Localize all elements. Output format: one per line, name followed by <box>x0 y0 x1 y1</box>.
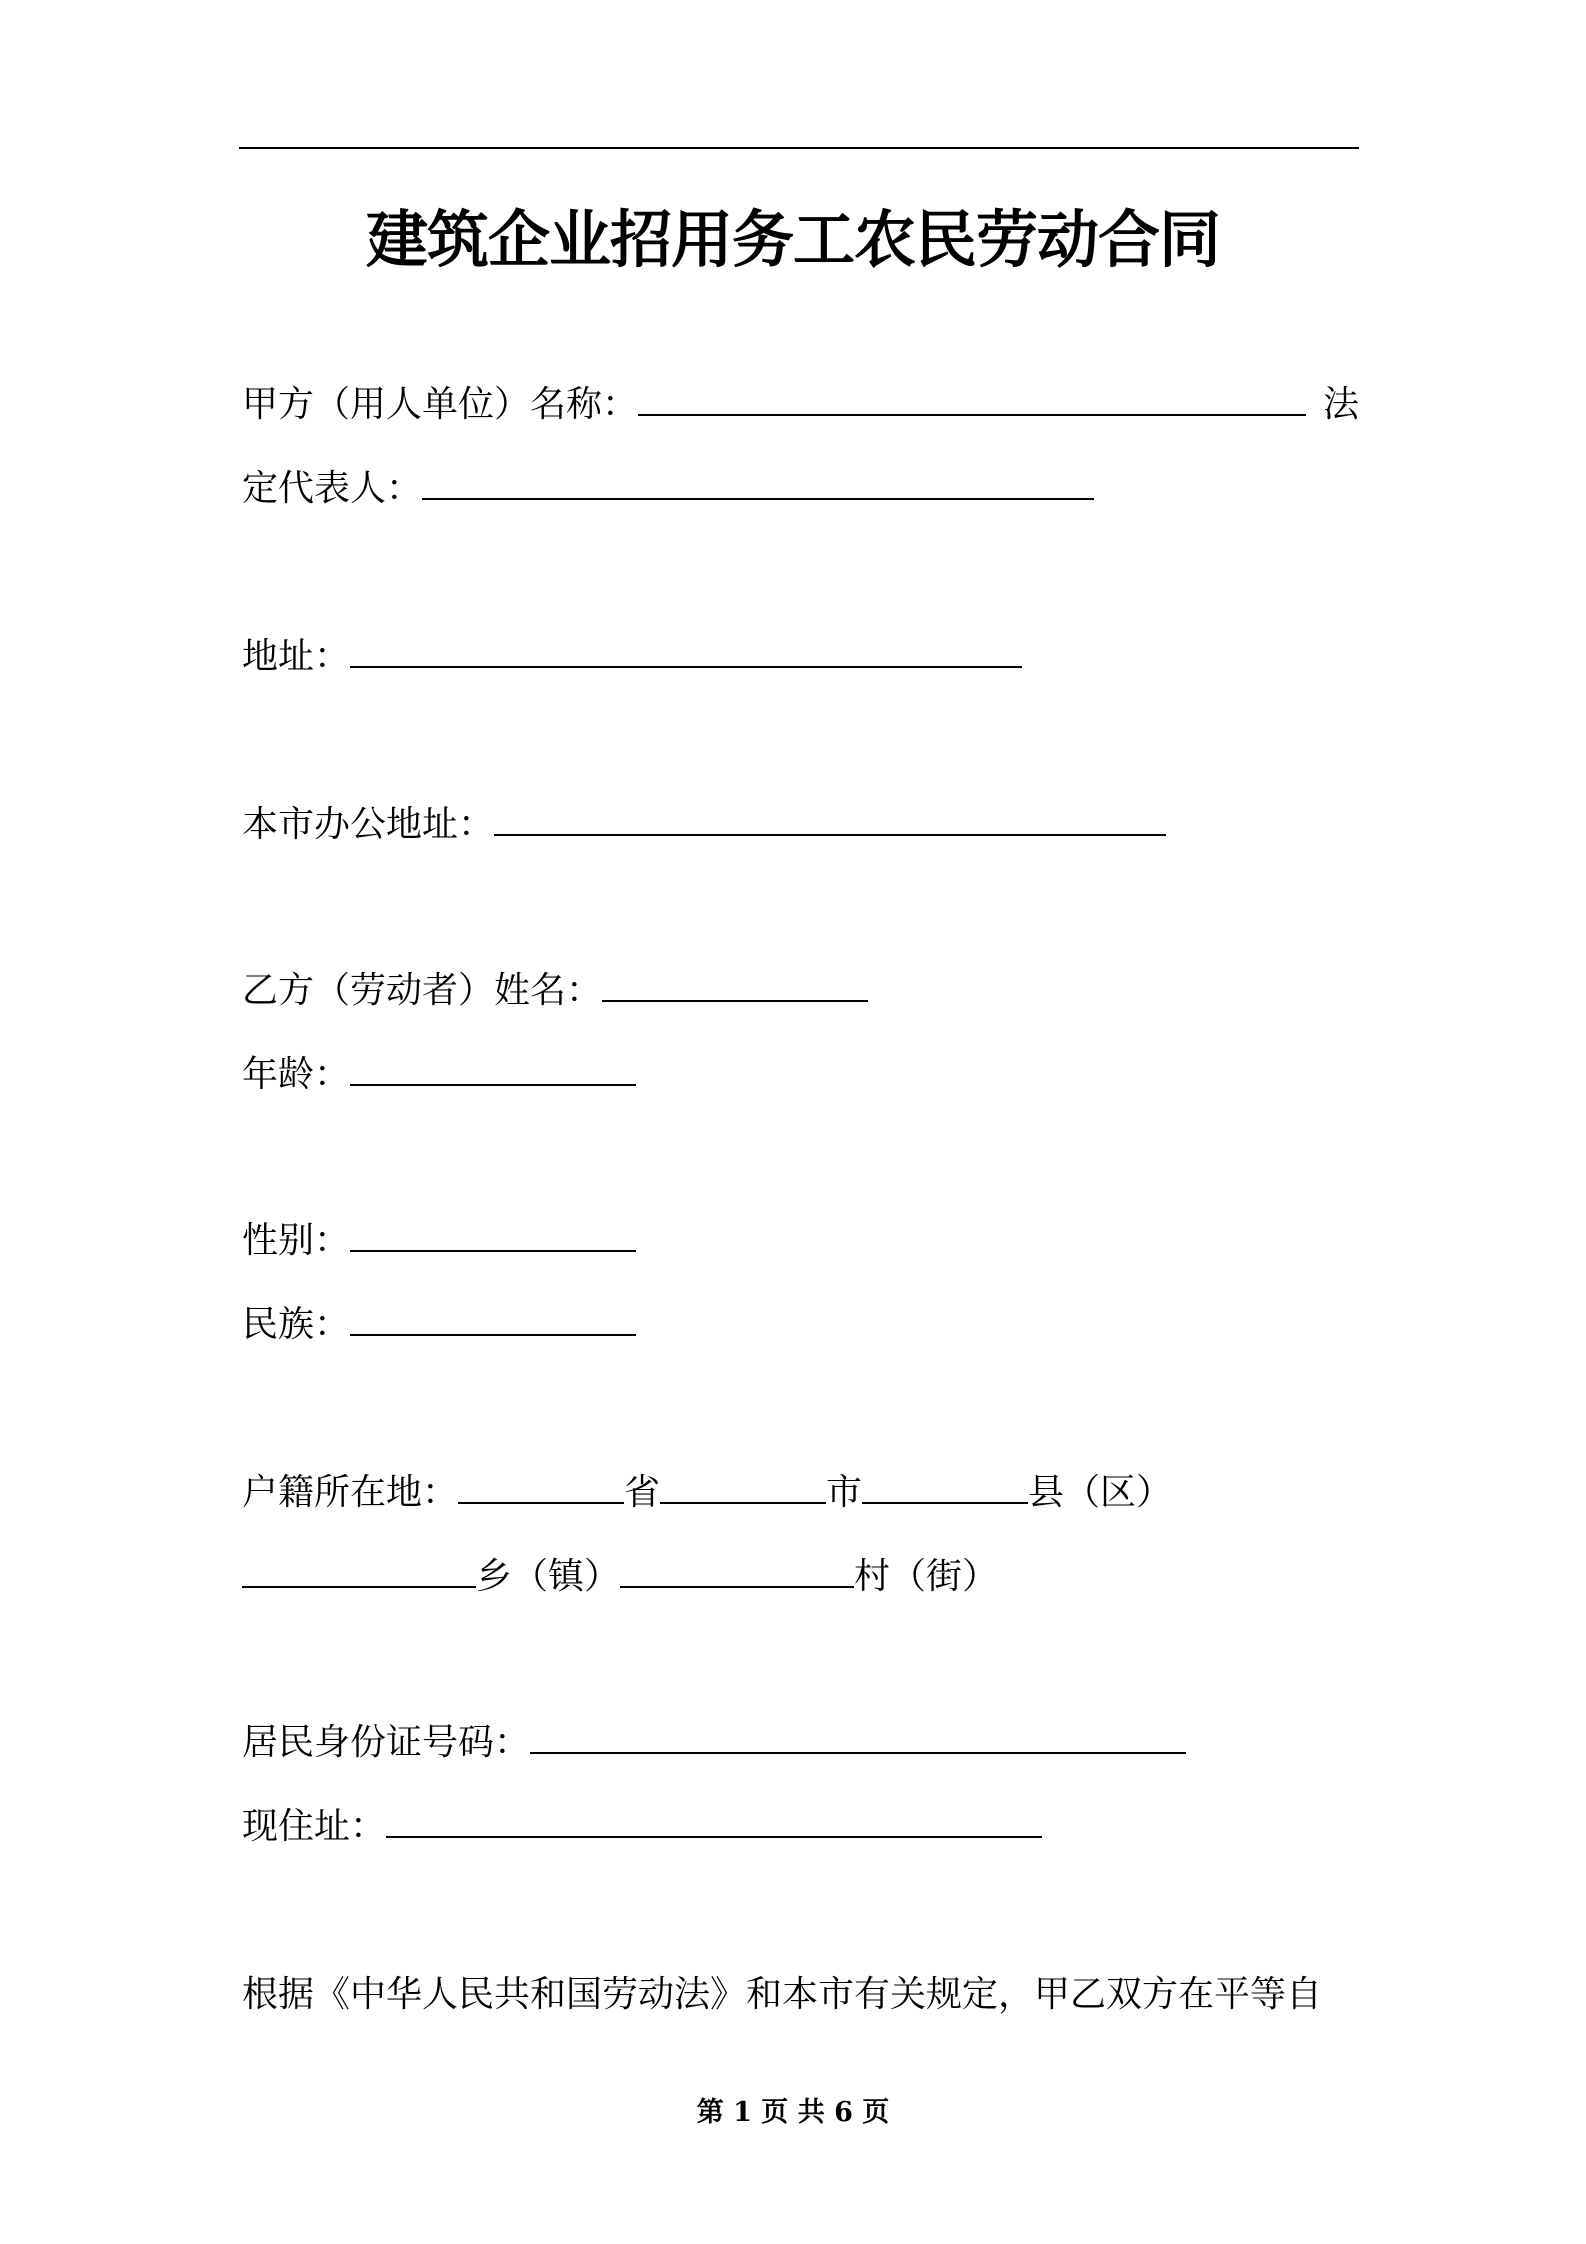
party-a-address-label: 地址： <box>242 636 351 677</box>
party-a-legal-fragment: 法 <box>1322 384 1359 425</box>
party-a-name-label: 甲方（用人单位）名称： <box>242 384 639 425</box>
party-b-age-label: 年龄： <box>242 1054 351 1095</box>
party-b-id-field[interactable] <box>530 1718 1186 1754</box>
province-label: 省 <box>624 1472 661 1513</box>
header-rule <box>239 147 1359 149</box>
party-a-office-label: 本市办公地址： <box>242 804 495 845</box>
party-b-name-field[interactable] <box>602 966 868 1002</box>
party-a-office-line <box>242 800 1166 850</box>
party-b-hukou-label: 户籍所在地： <box>242 1472 459 1513</box>
party-b-ethnicity-field[interactable] <box>350 1300 636 1336</box>
body-paragraph: 根据《中华人民共和国劳动法》和本市有关规定，甲乙双方在平等自 <box>242 1974 1323 2015</box>
hukou-county-field[interactable] <box>862 1468 1028 1504</box>
party-b-hukou-line-2 <box>242 1552 998 1602</box>
hukou-township-field[interactable] <box>242 1552 476 1588</box>
party-a-rep-line <box>242 464 1094 514</box>
party-b-ethnicity-label: 民族： <box>242 1304 351 1345</box>
party-b-current-address-field[interactable] <box>386 1802 1042 1838</box>
party-a-name-line <box>242 380 1306 430</box>
village-label: 村（街） <box>854 1556 999 1597</box>
party-a-address-line <box>242 632 1022 682</box>
party-a-office-field[interactable] <box>494 800 1166 836</box>
party-b-id-line <box>242 1718 1186 1768</box>
party-b-name-line <box>242 966 868 1016</box>
party-b-gender-label: 性别： <box>242 1220 351 1261</box>
document-title: 建筑企业招用务工农民劳动合同 <box>365 203 1220 276</box>
party-b-age-line <box>242 1050 636 1100</box>
party-a-rep-field[interactable] <box>422 464 1094 500</box>
party-b-hukou-line <box>242 1468 1172 1518</box>
page-number: 第 1 页 共 6 页 <box>696 2097 890 2128</box>
party-b-gender-field[interactable] <box>350 1216 636 1252</box>
party-b-gender-line <box>242 1216 636 1266</box>
party-a-rep-label: 定代表人： <box>242 468 423 509</box>
hukou-province-field[interactable] <box>458 1468 624 1504</box>
city-label: 市 <box>826 1472 863 1513</box>
party-b-id-label: 居民身份证号码： <box>242 1722 531 1763</box>
hukou-village-field[interactable] <box>620 1552 854 1588</box>
party-b-current-address-line <box>242 1802 1042 1852</box>
party-b-age-field[interactable] <box>350 1050 636 1086</box>
party-b-ethnicity-line <box>242 1300 636 1350</box>
county-label: 县（区） <box>1028 1472 1173 1513</box>
party-a-address-field[interactable] <box>350 632 1022 668</box>
party-b-current-address-label: 现住址： <box>242 1806 387 1847</box>
party-b-name-label: 乙方（劳动者）姓名： <box>242 970 603 1011</box>
township-label: 乡（镇） <box>476 1556 621 1597</box>
hukou-city-field[interactable] <box>660 1468 826 1504</box>
party-a-name-field[interactable] <box>638 380 1306 416</box>
